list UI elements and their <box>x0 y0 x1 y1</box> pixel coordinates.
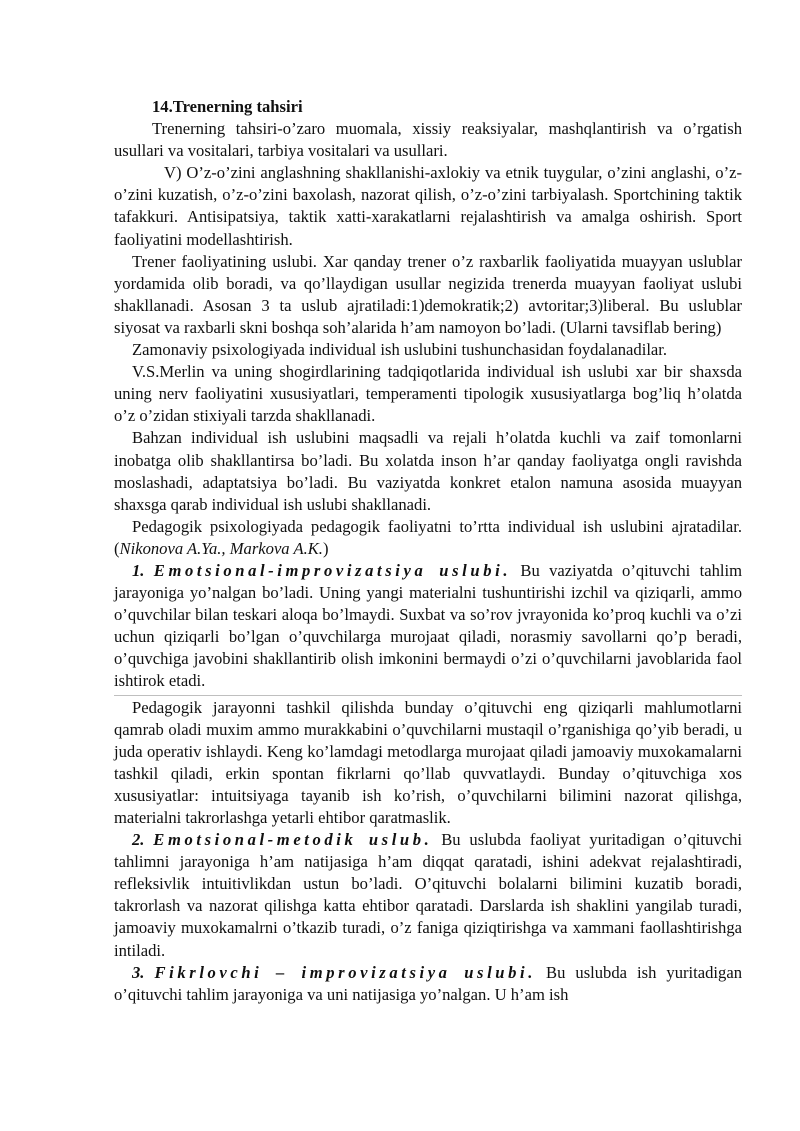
style-2-text: Bu uslubda faoliyat yuritadigan o’qituvchi tahlimni jarayoniga h’am natijasiga h’am diqqat qaratadi, ishini adekvat rejalashtiradi, refleksivlik intuitivlikdan ustun bo’ladi. O’qituvchi bolalarni bilimini kuzatib boradi, takrorlash va nazorat qilishga katta ehtibor qaratadi. Darslarda ish shaklini yangilab turadi, jamoaviy muxokamalrni o’tkazib turadi, o’z faniga qiziqtirishga va xammani faollashtirishga intiladi. <box>114 830 743 960</box>
paragraph-merlin-research: V.S.Merlin va uning shogirdlarining tadqiqotlarida individual ish uslubi xar bir shaxsda uning nerv faoliyatini xususiyatlari, temperamenti tipologik xususiyatlarga bog’liq h’olatda o’z o’zidan stixiyali tarzda shakllanadi. <box>114 362 742 426</box>
paragraph-trainer-style: Trener faoliyatining uslubi. Xar qanday trener o’z raxbarlik faoliyatida muayyan uslublar yordamida olib boradi, va qo’llaydigan usullar negizida trenerda muayyan faoliyat uslubi shakllanadi. Asosan 3 ta uslub ajratiladi:1)demokratik;2) avtoritar;3)liberal. Bu uslublar siyosat va raxbarli skni boshqa soh’alarida h’am namoyon bo’ladi. (Ularni tavsiflab bering) <box>114 251 742 337</box>
paragraph-modern-psychology: Zamonaviy psixologiyada individual ish uslubini tushunchasidan foydalanadilar. <box>132 340 668 360</box>
paragraph-text: Pedagogik psixologiyada pedagogik faoliyatni to’rtta individual ish uslubini ajratadilar. ( <box>114 516 742 558</box>
style-3-number: 3. <box>132 962 145 982</box>
style-1-tail: imkonini bermaydi o’zi o’quvchilarni javoblarida faol ishtirok etadi. <box>114 649 742 691</box>
style-1-text: Bu vaziyatda o’qituvchi tahlim jarayoniga yo’nalgan bo’ladi. Uning yangi materialni tushuntirishi izchil va qiziqarli, ammo o’quvchilar bilan teskari aloqa bo’lmaydi. Suxbat va so’rov jvrayonida ko’proq kuchli va o’zi uchun qiziqarli bo’lgan o’quvchilarga murojaat qiladi, norasmiy savollarni qo’p beradi, o’quvchiga javobini shakllantirib olish <box>114 560 742 669</box>
style-1-label: Emotsional-improvizatsiya uslubi. <box>153 560 512 580</box>
section-title: 14.Trenerning tahsiri <box>152 97 303 116</box>
style-3-paragraph <box>114 962 742 1006</box>
style-1-number: 1. <box>132 560 145 580</box>
style-3-text: Bu uslubda ish yuritadigan o’qituvchi tahlim jarayoniga va uni natijasiga yo’nalgan. U h’am ish <box>114 962 742 1004</box>
paragraph-self-awareness: V) O’z-o’zini anglashning shakllanishi-axlokiy va etnik tuygular, o’zini anglashi, o’z-o’zini kuzatish, o’z-o’zini baxolash, nazorat qilish, o’z-o’zini tarbiyalash. Sportchining taktik tafakkuri. Antisipatsiya, taktik xatti-xarakatlarni rejalashtirish va amalga oshirish. Sport faoliyatini modellashtirish. <box>114 163 742 249</box>
citation: Nikonova A.Ya., Markova A.K. <box>119 538 323 558</box>
style-2-paragraph <box>114 829 742 962</box>
style-1-paragraph <box>114 560 742 693</box>
style-2-label: Emotsional-metodik uslub. <box>153 830 433 850</box>
paragraph-trainer-influence: Trenerning tahsiri-o’zaro muomala, xissiy reaksiyalar, mashqlantirish va o’rgatish usullari va vositalari, tarbiya vositalari va usullari. <box>114 119 742 161</box>
paragraph-individual-style: Bahzan individual ish uslubini maqsadli va rejali h’olatda kuchli va zaif tomonlarni inobatga olib shakllantirsa bo’ladi. Bu xolatda inson h’ar qanday faoliyatga ongli ravishda moslashadi, adaptatsiya bo’ladi. Bu vaziyatda konkret etalon namuna asosida muayyan shaxsga qarab individual ish uslubi shakllanadi. <box>114 428 742 514</box>
document-page <box>114 96 742 1006</box>
style-2-number: 2. <box>132 830 145 850</box>
style-3-label: Fikrlovchi – improvizatsiya uslubi. <box>154 962 536 982</box>
paragraph-pedagogical-process: Pedagogik jarayonni tashkil qilishda bunday o’qituvchi eng qiziqarli mahlumotlarni qamrab oladi muxim ammo murakkabini o’quvchilarni mustaqil o’rganishiga qo’yib beradi, u juda operativ ishlaydi. Keng ko’lamdagi metodlarga murojaat qiladi jamoaviy muxokamalarni tashkil qiladi, erkin spontan fikrlarni qo’llab quvvatlaydi. Bunday o’qituvchiga xos xususiyatlar: intuitsiyaga tayanib ish ko’rish, o’quvchilarni bilimini nazorat qilishga, materialni takrorlashga yetarli ehtibor qaratmaslik. <box>114 697 742 827</box>
page-divider <box>114 695 742 696</box>
citation-close: ) <box>322 538 329 558</box>
paragraph-pedagogical-psychology <box>114 516 742 560</box>
